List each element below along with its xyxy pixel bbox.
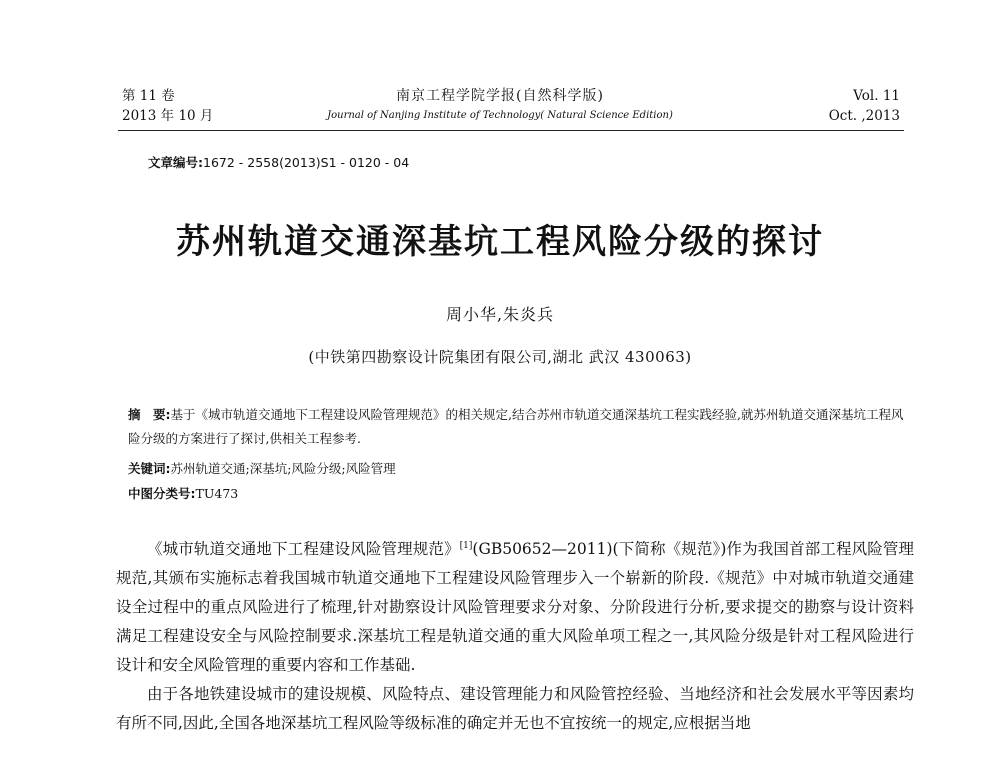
issue-date-en: Oct. ,2013 — [828, 108, 900, 124]
classification-label: 中图分类号: — [128, 486, 196, 501]
abstract-text: 基于《城市轨道交通地下工程建设风险管理规范》的相关规定,结合苏州市轨道交通深基坑工程实践经验,就苏州轨道交通深基坑工程风险分级的方案进行了探讨,供相关工程参考. — [128, 407, 904, 446]
journal-name-en: Journal of Nanjing Institute of Technology( Natural Science Edition) — [327, 110, 673, 121]
article-number-value: 1672 - 2558(2013)S1 - 0120 - 04 — [203, 155, 410, 170]
authors: 周小华,朱炎兵 — [445, 305, 555, 324]
paper-title: 苏州轨道交通深基坑工程风险分级的探讨 — [176, 222, 824, 262]
issue-date: 2013 年 10 月 — [122, 108, 214, 124]
keywords — [128, 457, 908, 481]
abstract — [128, 403, 908, 451]
article-number — [148, 153, 409, 171]
paragraph-1 — [116, 535, 914, 680]
classification-value: TU473 — [195, 486, 239, 501]
paragraph-2: 由于各地铁建设城市的建设规模、风险特点、建设管理能力和风险管控经验、当地经济和社会发展水平等因素均有所不同,因此,全国各地深基坑工程风险等级标准的确定并无也不宜按统一的规定,应根据当地 — [116, 685, 914, 732]
affiliation: (中铁第四勘察设计院集团有限公司,湖北 武汉 430063) — [308, 348, 692, 366]
header-right — [829, 86, 900, 126]
keywords-text: 苏州轨道交通;深基坑;风险分级;风险管理 — [170, 461, 396, 476]
body-text — [116, 535, 914, 738]
paragraph-1-rest: (GB50652—2011)(下简称《规范》)作为我国首部工程风险管理规范,其颁布实施标志着我国城市轨道交通地下工程建设风险管理步入一个崭新的阶段.《规范》中对城市轨道交通建设全过程中的重点风险进行了梳理,针对勘察设计风险管理要求分对象、分阶段进行分析,要求提交的勘察与设计资料满足工程建设安全与风险控制要求.深基坑工程是轨道交通的重大风险单项工程之一,其风险分级是针对工程风险进行设计和安全风险管理的重要内容和工作基础. — [116, 540, 914, 674]
journal-name-cn: 南京工程学院学报(自然科学版) — [396, 88, 604, 104]
article-number-label: 文章编号: — [148, 155, 203, 170]
volume-en: Vol. 11 — [853, 88, 900, 104]
abstract-label: 摘 要: — [128, 407, 171, 422]
volume-label: 第 11 卷 — [122, 88, 175, 104]
classification-number — [128, 482, 908, 506]
keywords-label: 关键词: — [128, 461, 171, 476]
citation-ref[interactable]: [1] — [459, 540, 473, 551]
paragraph-1-start: 《城市轨道交通地下工程建设风险管理规范》 — [147, 540, 460, 558]
header-rule — [118, 130, 904, 131]
